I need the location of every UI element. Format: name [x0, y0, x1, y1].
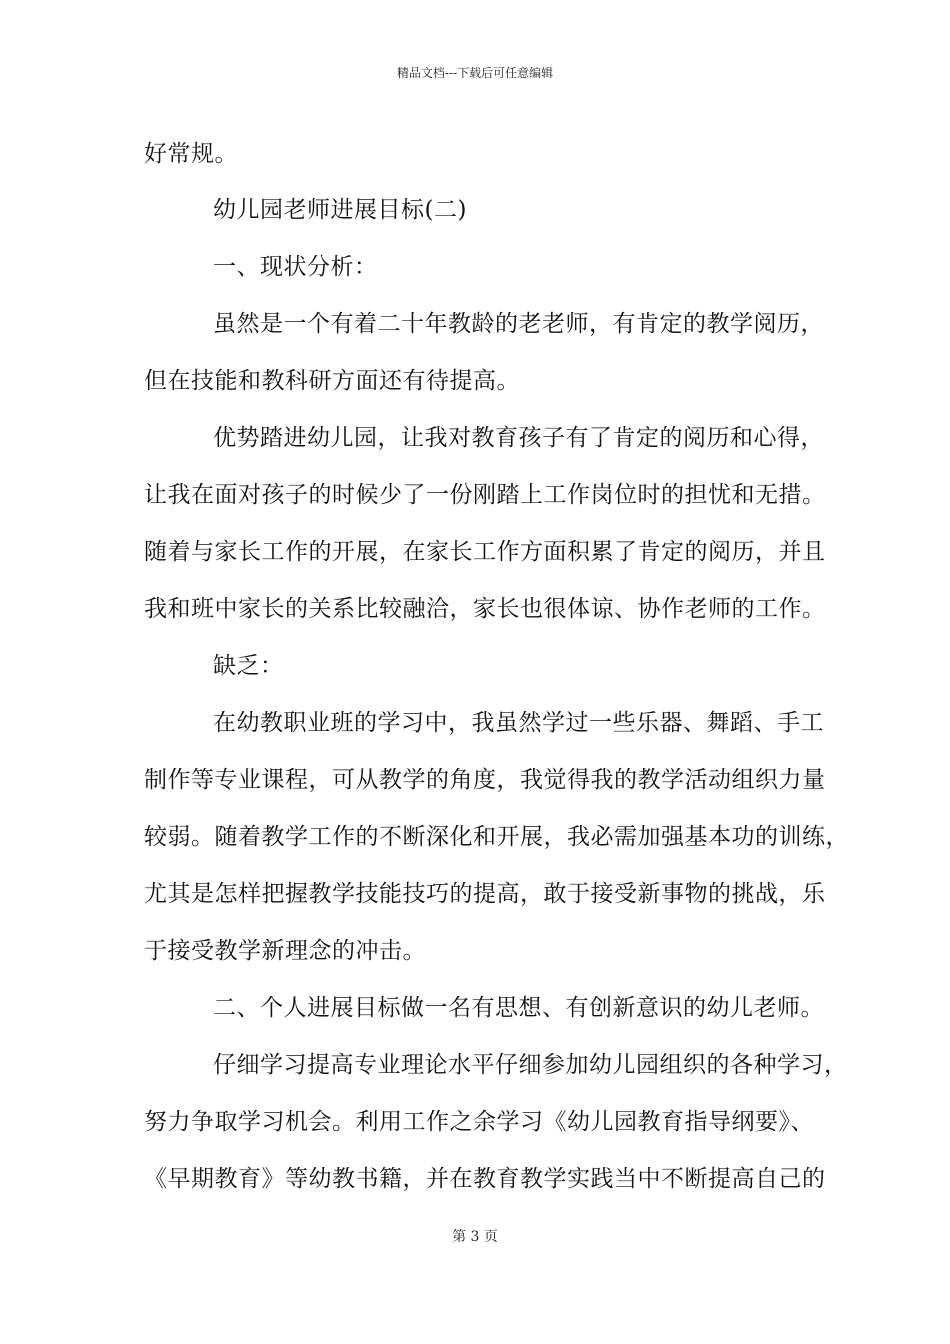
text-line: 幼儿园老师进展目标(二) [213, 197, 467, 223]
text-line: 好常规。 [144, 141, 238, 167]
section-heading: 二、个人进展目标做一名有思想、有创新意识的幼儿老师。 [213, 995, 824, 1021]
text-line: 我和班中家长的关系比较融洽，家长也很体谅、协作老师的工作。 [144, 596, 826, 622]
section-heading: 一、现状分析： [213, 254, 378, 280]
text-line: 努力争取学习机会。利用工作之余学习《幼儿园教育指导纲要》、 [144, 1109, 814, 1135]
text-line: 虽然是一个有着二十年教龄的老老师，有肯定的教学阅历， [213, 311, 824, 337]
section-heading: 缺乏： [213, 653, 284, 679]
text-line: 优势踏进幼儿园，让我对教育孩子有了肯定的阅历和心得， [213, 425, 824, 451]
text-line: 尤其是怎样把握教学技能技巧的提高，敢于接受新事物的挑战，乐 [144, 881, 826, 907]
page-number: 第 3 页 [452, 1229, 498, 1245]
text-line: 仔细学习提高专业理论水平仔细参加幼儿园组织的各种学习， [213, 1052, 848, 1078]
text-line: 于接受教学新理念的冲击。 [144, 938, 426, 964]
text-line: 制作等专业课程，可从教学的角度，我觉得我的教学活动组织力量 [144, 767, 826, 793]
page-header: 精品文档---下载后可任意编辑 [396, 66, 554, 80]
text-line: 《早期教育》等幼教书籍，并在教育教学实践当中不断提高自己的 [144, 1166, 826, 1192]
text-line: 较弱。随着教学工作的不断深化和开展，我必需加强基本功的训练， [144, 824, 849, 850]
text-line: 随着与家长工作的开展，在家长工作方面积累了肯定的阅历，并且 [144, 539, 826, 565]
text-line: 在幼教职业班的学习中，我虽然学过一些乐器、舞蹈、手工 [213, 710, 824, 736]
text-line: 但在技能和教科研方面还有待提高。 [144, 368, 520, 394]
text-line: 让我在面对孩子的时候少了一份刚踏上工作岗位时的担忧和无措。 [144, 482, 826, 508]
